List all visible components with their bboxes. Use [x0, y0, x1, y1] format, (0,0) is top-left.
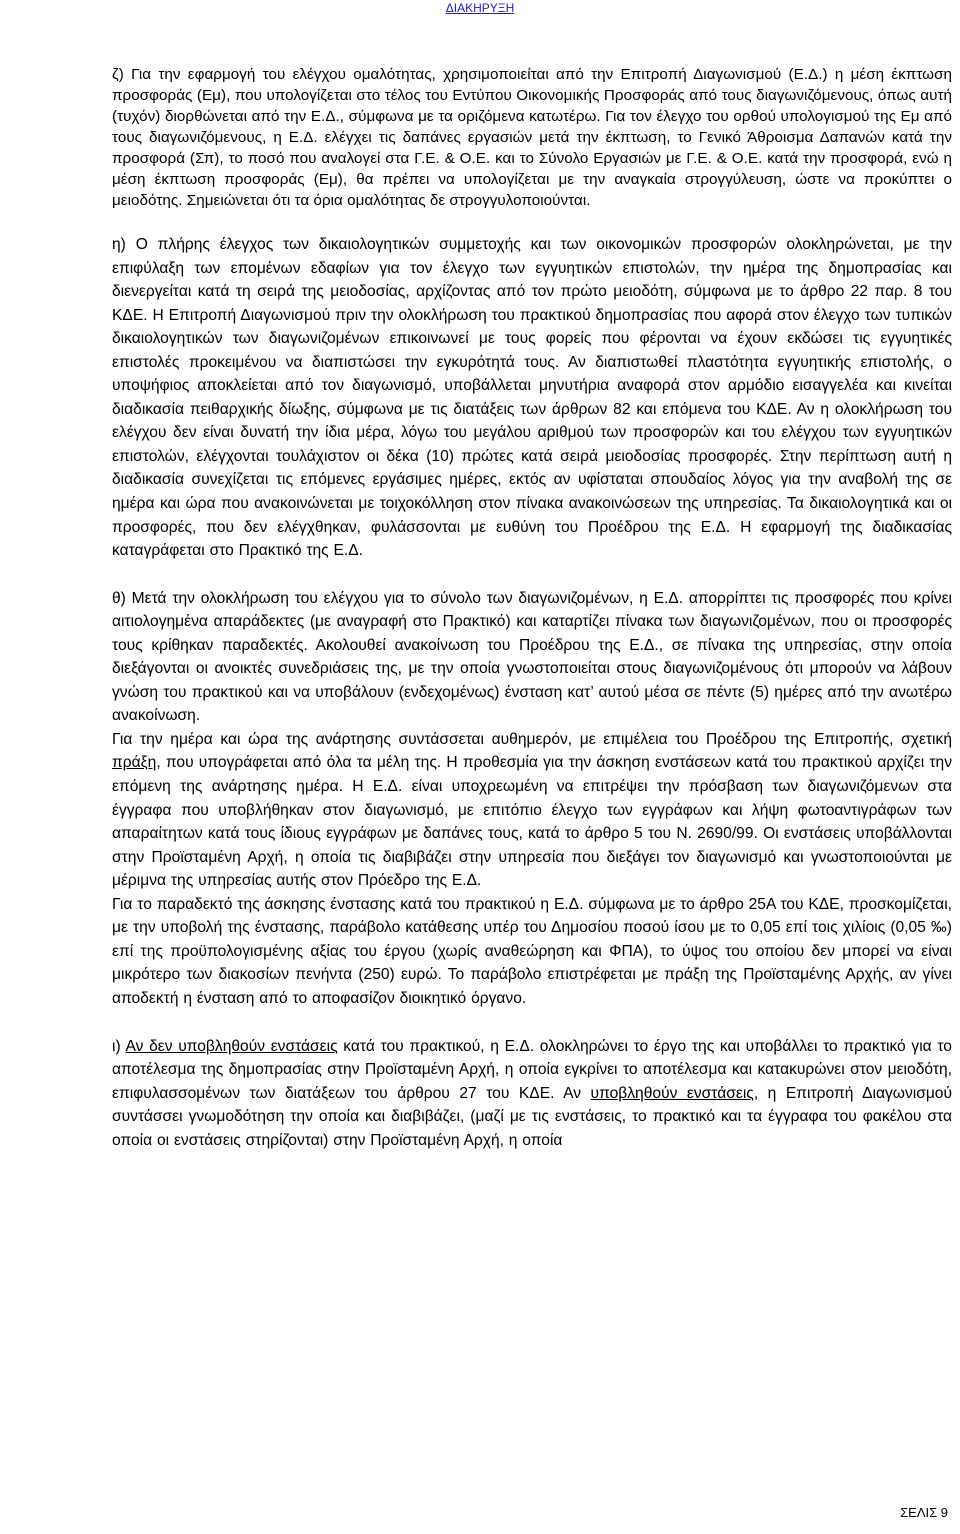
no-objections-underlined-text: Αν δεν υποβληθούν ενστάσεις [125, 1037, 338, 1055]
header-title: ΔΙΑΚΗΡΥΞΗ [445, 1, 515, 15]
document-header [0, 0, 960, 15]
paragraph-th-2-text-cont: , που υπογράφεται από όλα τα μέλη της. Η προθεσμία για την άσκηση ενστάσεων κατά του πρακτικού αρχίζει την επόμενη της ανάρτησης ημέρα. Η Ε.Δ. είναι υποχρεωμένη να επιτρέψει την πρόσβαση των διαγωνιζόμενων στα έγγραφα που υποβλήθηκαν στον διαγωνισμό, με επιτόπιο έλεγχο των εγγράφων και λήψη φωτοαντιγράφων των απαραίτητων κατά τους ίδιους εγγράφων με δαπάνες τους, κατά το άρθρο 5 του Ν. 2690/99. Οι ενστάσεις υποβάλλονται στην Προϊσταμένη Αρχή, η οποία τις διαβιβάζει στην υπηρεσία που διεξάγει τον διαγωνισμό και γνωστοποιούνται με μέριμνα της υπηρεσίας αυτής στον Πρόεδρο της Ε.Δ. [112, 754, 952, 890]
praxi-underlined-text: πράξη [112, 754, 157, 772]
paragraph-z: ζ) Για την εφαρμογή του ελέγχου ομαλότητας, χρησιμοποιείται από την Επιτροπή Διαγωνισμού (Ε.Δ.) η μέση έκπτωση προσφοράς (Εμ), που υπολογίζεται στο τέλος του Εντύπου Οικονομικής Προσφοράς από τους διαγωνιζόμενους, όπως αυτή (τυχόν) διορθώνεται από την Ε.Δ., σύμφωνα με τα οριζόμενα κατωτέρω. Για τον έλεγχο του ορθού υπολογισμού της Εμ από τους διαγωνιζόμενους, η Ε.Δ. ελέγχει τις δαπάνες εργασιών μετά την έκπτωση, το Γενικό Άθροισμα Δαπανών κατά την προσφορά (Σπ), το ποσό που αναλογεί στα Γ.Ε. & Ο.Ε. και το Σύνολο Εργασιών με Γ.Ε. & Ο.Ε. κατά την προσφορά, ενώ η μέση έκπτωση προσφοράς (Εμ), θα πρέπει να υπολογίζεται με την αναγκαία στρογγύλευση, ώστε να προκύπτει ο μειοδότης. Σημειώνεται ότι τα όρια ομαλότητας δε στρογγυλοποιούνται. [112, 66, 952, 209]
page-number: ΣΕΛΙΣ 9 [900, 1505, 948, 1520]
paragraph-i-label: ι) [112, 1037, 126, 1055]
paragraph-i-text-cont: , η Επιτροπή Διαγωνισμού συντάσσει γνωμοδότηση την οποία και διαβιβάζει, (μαζί με τις ενστάσεις, το πρακτικό και τα έγγραφα του φακέλου στα οποία οι ενστάσεις στηρίζονται) στην Προϊσταμένη Αρχή, η οποία [112, 1084, 953, 1149]
document-body [112, 64, 952, 1152]
paragraph-th-2 [112, 728, 952, 893]
paragraph-th-3: Για το παραδεκτό της άσκησης ένστασης κατά του πρακτικού η Ε.Δ. σύμφωνα με το άρθρο 25Α του ΚΔΕ, προσκομίζεται, με την υποβολή της ένστασης, παράβολο κατάθεσης υπέρ του Δημοσίου ποσού ίσου με το 0,05 επί τοις χιλίοις (0,05 ‰) επί της προϋπολογισμένης αξίας του έργου (χωρίς αναθεώρηση και ΦΠΑ), το ύψος του οποίου δεν μπορεί να είναι μικρότερο των διακοσίων πενήντα (250) ευρώ. Το παράβολο επιστρέφεται με πράξη της Προϊσταμένης Αρχής, αν γίνει αποδεκτή η ένσταση από το αποφασίζον διοικητικό όργανο. [112, 895, 952, 1007]
paragraph-h: η) Ο πλήρης έλεγχος των δικαιολογητικών συμμετοχής και των οικονομικών προσφορών ολοκληρώνεται, με την επιφύλαξη των επομένων εδαφίων για τον έλεγχο των εγγυητικών επιστολών, την ημέρα της δημοπρασίας και διενεργείται κατά τη σειρά της μειοδοσίας, αρχίζοντας από τον πρώτο μειοδότη, σύμφωνα με το άρθρο 22 παρ. 8 του ΚΔΕ. Η Επιτροπή Διαγωνισμού πριν την ολοκλήρωση του πρακτικού δημοπρασίας που αφορά στον έλεγχο των τυπικών δικαιολογητικών των διαγωνιζομένων επικοινωνεί με τους φορείς που φέρονται να έχουν εκδώσει τις εγγυητικές επιστολές προκειμένου να διαπιστώσει την εγκυρότητά τους. Αν διαπιστωθεί πλαστότητα εγγυητικής επιστολής, ο υποψήφιος αποκλείεται από τον διαγωνισμό, υποβάλλεται μηνυτήρια αναφορά στον αρμόδιο εισαγγελέα και κινείται διαδικασία πειθαρχικής δίωξης, σύμφωνα με τις διατάξεις των άρθρων 82 και επόμενα του ΚΔΕ. Αν η ολοκλήρωση του ελέγχου δεν είναι δυνατή την ίδια μέρα, λόγω του μεγάλου αριθμού των προσφορών και του ελέγχου των εγγυητικών επιστολών, ελέγχονται τουλάχιστον οι δέκα (10) πρώτες κατά σειρά μειοδοσίας προσφορές. Στην περίπτωση αυτή η διαδικασία συνεχίζεται τις επόμενες εργάσιμες ημέρες, εκτός αν υφίσταται σπουδαίος λόγος για την αναβολή της σε ημέρα και ώρα που ανακοινώνεται με τοιχοκόλληση στον πίνακα ανακοινώσεων της υπηρεσίας. Τα δικαιολογητικά και οι προσφορές, που δεν ελέγχθηκαν, φυλάσσονται με ευθύνη του Προέδρου της Ε.Δ. Η εφαρμογή της διαδικασίας καταγράφεται στο Πρακτικό της Ε.Δ. [112, 236, 952, 560]
paragraph-i-text: κατά του πρακτικού, η Ε.Δ. ολοκληρώνει το έργο της και υποβάλλει το πρακτικό για το αποτέλεσμα της δημοπρασίας στην Προϊσταμένη Αρχή, η οποία εγκρίνει το αποτέλεσμα και κατακυρώνει στον μειοδότη, επιφυλασσομένων των διατάξεων του άρθρου 27 του ΚΔΕ. Αν [112, 1037, 952, 1102]
paragraph-i [112, 1035, 952, 1153]
paragraph-th-1: θ) Μετά την ολοκλήρωση του ελέγχου για το σύνολο των διαγωνιζομένων, η Ε.Δ. απορρίπτει τις προσφορές που κρίνει αιτιολογημένα απαράδεκτες (με αναγραφή στο Πρακτικό) και καταρτίζει πίνακα των διαγωνιζομένων, που οι προσφορές τους κρίθηκαν παραδεκτές. Ακολουθεί ανακοίνωση του Προέδρου της Ε.Δ., σε πίνακα της υπηρεσίας, στην οποία διεξάγονται οι ανοικτές συνεδριάσεις της, με την οποία γνωστοποιείται στους διαγωνιζομένους ότι μπορούν να λάβουν γνώση του πρακτικού και να υποβάλουν (ενδεχομένως) ένσταση κατ’ αυτού μέσα σε πέντε (5) ημέρες από την ανωτέρω ανακοίνωση. [112, 589, 952, 725]
objections-underlined-text: υποβληθούν ενστάσεις [590, 1084, 754, 1102]
paragraph-th-2-text: Για την ημέρα και ώρα της ανάρτησης συντάσσεται αυθημερόν, με επιμέλεια του Προέδρου της Επιτροπής, σχετική [112, 730, 952, 748]
